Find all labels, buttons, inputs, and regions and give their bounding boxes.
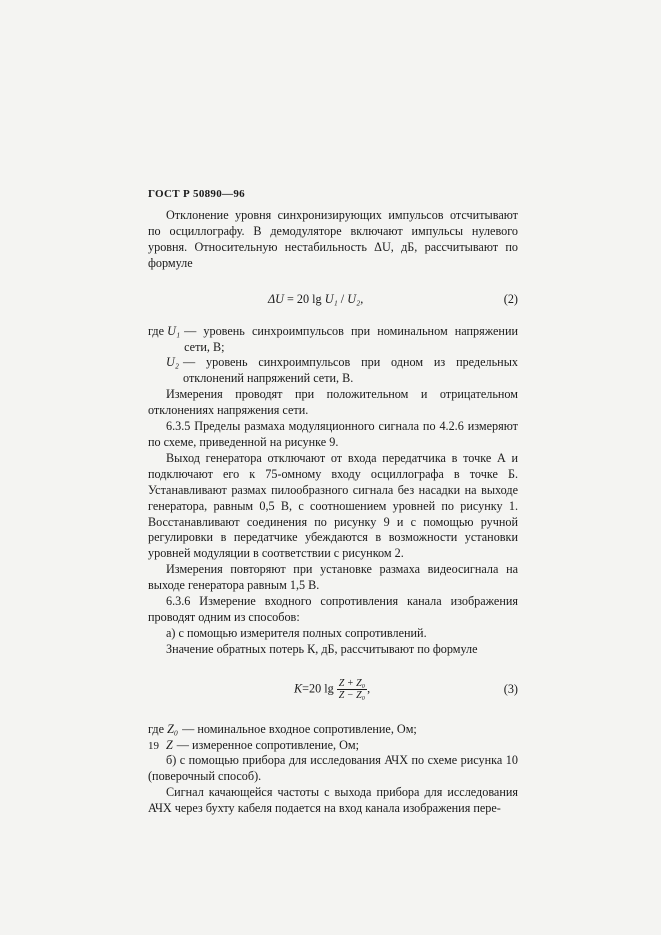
where-u1-text: — уровень синхроимпульсов при номинальном напряжении сети, В;: [184, 323, 518, 354]
paragraph-return-loss: Значение обратных потерь К, дБ, рассчитывают по формуле: [166, 641, 478, 656]
where-u1: [148, 324, 518, 356]
page-number: 19: [148, 740, 159, 752]
formula-3-expression: [294, 678, 370, 701]
paragraph-measurements: Измерения проводят при положительном и отрицательном отклонениях напряжения сети.: [148, 387, 518, 418]
symbol-z0: Z₀: [167, 721, 179, 736]
paragraph-6-3-6: 6.3.6 Измерение входного сопротивления канала изображения проводят одним из способов:: [148, 594, 518, 624]
paragraph-sync-deviation: Отклонение уровня синхронизирующих импульсов отсчитывают по осциллографу. В демодуляторе включают импульсы нулевого уровня. Относительную нестабильность ΔU, дБ, рассчитывают по формуле: [148, 208, 518, 270]
formula-3-tail: ,: [367, 680, 371, 695]
document-header: ГОСТ Р 50890—96: [148, 188, 245, 200]
where-intro-2: где: [148, 721, 165, 736]
symbol-u1: U₁: [167, 323, 181, 338]
where-z0: [148, 722, 518, 738]
where-z-label: [166, 738, 177, 754]
formula-2-expression: [268, 292, 363, 308]
where-u2: [148, 355, 518, 387]
where-intro-1: где: [148, 323, 165, 338]
formula-2-lhs: ΔU: [268, 291, 284, 306]
paragraph-sweep-signal: Сигнал качающейся частоты с выхода прибора для исследования АЧХ через бухту кабеля подается на вход канала изображения пере-: [148, 785, 518, 816]
symbol-u2: U₂: [166, 355, 180, 370]
formula-3-denominator: Z − Z₀: [338, 689, 366, 701]
formula-2-slash: /: [340, 291, 345, 306]
formula-2-eq: = 20 lg: [287, 291, 322, 306]
paragraph-generator-output: Выход генератора отключают от входа передатчика в точке А и подключают его к 75-омному входу осциллографа в точке Б. Устанавливают размах пилообразного сигнала без насадки на выходе генератора, равным 0,5 В, с соотношением уровней по рисунку 1. Восстанавливают соединения по рисунку 9 и с помощью ручной регулировки в передатчике убеждаются в возможности установки уровней модуляции в соответствии с рисунком 2.: [148, 450, 518, 561]
where-z: [148, 738, 518, 754]
paragraph-6-3-5: 6.3.5 Пределы размаха модуляционного сигнала по 4.2.6 измеряют по схеме, приведенной на рисунке 9.: [148, 419, 518, 449]
where-u2-label: [166, 355, 183, 387]
paragraph-repeat-measurements: Измерения повторяют при установке размаха видеосигнала на выходе генератора равным 1,5 В.: [148, 562, 518, 593]
where-z0-label: [148, 722, 182, 738]
formula-3-fraction: [337, 678, 367, 701]
where-u1-label: [148, 324, 184, 356]
symbol-z: Z: [166, 737, 173, 752]
formula-2: [148, 284, 518, 314]
where-z-text: — измеренное сопротивление, Ом;: [176, 737, 359, 752]
formula-3-numerator: Z + Z₀: [338, 677, 366, 689]
paragraph-method-a: а) с помощью измерителя полных сопротивлений.: [166, 625, 427, 640]
where-u2-text: — уровень синхроимпульсов при одном из предельных отклонений напряжений сети, В.: [183, 355, 518, 386]
formula-2-u2: U₂,: [347, 291, 364, 306]
document-body: [148, 208, 518, 817]
formula-3-eq: =20 lg: [302, 680, 334, 695]
paragraph-method-b: б) с помощью прибора для исследования АЧХ по схеме рисунка 10 (поверочный способ).: [148, 753, 518, 784]
formula-3-number: (3): [503, 681, 518, 696]
formula-3-lhs: K: [294, 680, 303, 695]
formula-2-u1: U₁: [324, 291, 338, 306]
where-z0-text: — номинальное входное сопротивление, Ом;: [182, 721, 417, 736]
formula-2-number: (2): [503, 291, 518, 306]
formula-3: [148, 672, 518, 712]
